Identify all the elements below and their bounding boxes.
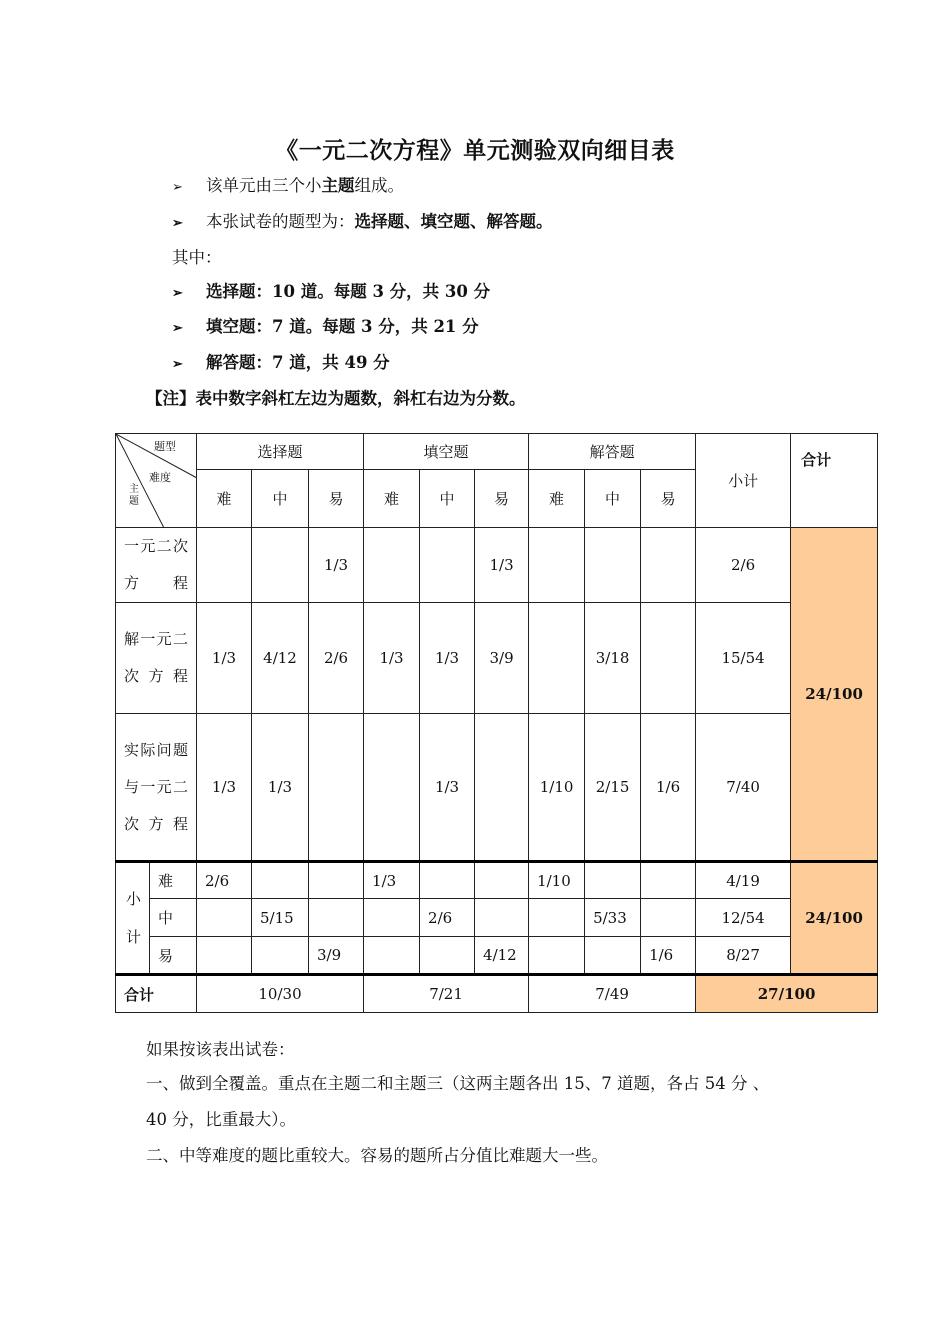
- table-cell: [364, 937, 420, 975]
- table-cell: [641, 862, 696, 899]
- bullet-types: ➢ 本张试卷的题型为：选择题、填空题、解答题。: [172, 210, 553, 236]
- table-cell: 1/10: [529, 714, 585, 862]
- table-row: [116, 899, 878, 937]
- level-header: 难: [364, 470, 420, 528]
- table-cell: [309, 899, 364, 937]
- corner-topic-label: 主题: [129, 484, 139, 507]
- table-row: [116, 714, 878, 862]
- bullet-units: ➢ 该单元由三个小主题组成。: [172, 174, 404, 200]
- table-cell: [529, 528, 585, 603]
- table-cell: 2/6: [420, 899, 475, 937]
- table-cell: 3/9: [475, 603, 529, 714]
- group-total-cell: 7/21: [364, 975, 529, 1013]
- level-header: 易: [641, 470, 696, 528]
- table-cell: [252, 937, 309, 975]
- table-cell: [529, 937, 585, 975]
- page-title: 《一元二次方程》单元测验双向细目表: [275, 138, 675, 164]
- table-row: [116, 603, 878, 714]
- level-label: 中: [150, 899, 197, 937]
- level-header: 易: [309, 470, 364, 528]
- group-total-cell: 7/49: [529, 975, 696, 1013]
- topic-total-cell: 24/100: [791, 528, 878, 862]
- table-cell: 2/6: [309, 603, 364, 714]
- table-cell: [585, 937, 641, 975]
- level-header: 难: [529, 470, 585, 528]
- conclusion-point-1-cont: 40 分，比重最大）。: [146, 1110, 296, 1129]
- spec-table: [115, 433, 878, 1013]
- table-cell: 1/3: [364, 603, 420, 714]
- table-cell: 1/3: [420, 714, 475, 862]
- table-cell: [252, 862, 309, 899]
- table-cell: 1/6: [641, 714, 696, 862]
- subtotal-row-label: 小计: [116, 862, 150, 975]
- table-cell: 1/3: [364, 862, 420, 899]
- table-cell: [585, 862, 641, 899]
- table-cell: [420, 937, 475, 975]
- table-cell: [252, 528, 309, 603]
- arrow-bullet-icon: ➢: [172, 286, 183, 301]
- table-cell: 1/3: [475, 528, 529, 603]
- arrow-bullet-icon: ➢: [172, 321, 183, 336]
- group-total-cell: 10/30: [197, 975, 364, 1013]
- level-header: 易: [475, 470, 529, 528]
- subtotal-cell: 7/40: [696, 714, 791, 862]
- table-cell: [475, 899, 529, 937]
- arrow-bullet-icon: ➢: [172, 216, 183, 231]
- table-cell: [197, 528, 252, 603]
- group-header-answer: 解答题: [529, 434, 696, 470]
- table-cell: [364, 714, 420, 862]
- topic-cell: 一元二次方程: [116, 528, 197, 603]
- table-row: [116, 528, 878, 603]
- table-cell: 4/12: [475, 937, 529, 975]
- table-cell: 5/15: [252, 899, 309, 937]
- corner-difficulty-label: 难度: [149, 471, 171, 484]
- table-cell: [529, 899, 585, 937]
- type-answer: ➢ 解答题：7 道，共 49 分: [172, 351, 390, 377]
- table-cell: 1/10: [529, 862, 585, 899]
- table-cell: [641, 603, 696, 714]
- table-cell: 1/3: [252, 714, 309, 862]
- subtotal-cell: 2/6: [696, 528, 791, 603]
- table-cell: [420, 528, 475, 603]
- total-row-label: 合计: [116, 975, 197, 1013]
- arrow-bullet-icon: ➢: [172, 180, 183, 195]
- conclusion-point-2: 二、中等难度的题比重较大。容易的题所占分值比难题大一些。: [146, 1146, 608, 1165]
- table-cell: 5/33: [585, 899, 641, 937]
- table-row: [116, 862, 878, 899]
- table-cell: [641, 528, 696, 603]
- table-cell: 2/6: [197, 862, 252, 899]
- subtotal-header: 小计: [696, 434, 791, 528]
- level-label: 易: [150, 937, 197, 975]
- corner-header: [116, 434, 197, 528]
- table-cell: 1/3: [309, 528, 364, 603]
- level-header: 中: [420, 470, 475, 528]
- table-cell: [197, 937, 252, 975]
- conclusion-intro: 如果按该表出试卷：: [146, 1040, 295, 1059]
- arrow-bullet-icon: ➢: [172, 357, 183, 372]
- level-header: 难: [197, 470, 252, 528]
- group-header-choice: 选择题: [197, 434, 364, 470]
- table-cell: 2/15: [585, 714, 641, 862]
- table-cell: [585, 528, 641, 603]
- level-label: 难: [150, 862, 197, 899]
- topic-cell: 解一元二次方程: [116, 603, 197, 714]
- table-cell: [364, 528, 420, 603]
- table-row: [116, 937, 878, 975]
- subtotal-cell: 15/54: [696, 603, 791, 714]
- table-cell: 4/12: [252, 603, 309, 714]
- table-cell: [475, 714, 529, 862]
- grand-total-cell: 27/100: [696, 975, 878, 1013]
- subtotal-cell: 12/54: [696, 899, 791, 937]
- total-header: 合计: [791, 434, 878, 528]
- subtotal-cell: 4/19: [696, 862, 791, 899]
- type-choice: ➢ 选择题：10 道。每题 3 分，共 30 分: [172, 280, 490, 306]
- total-row: [116, 975, 878, 1013]
- table-cell: [197, 899, 252, 937]
- topic-cell: 实际问题与一元二次方程: [116, 714, 197, 862]
- conclusion-point-1: 一、做到全覆盖。重点在主题二和主题三（这两主题各出 15、7 道题，各占 54 分 、: [146, 1074, 770, 1093]
- type-fill: ➢ 填空题：7 道。每题 3 分，共 21 分: [172, 315, 479, 341]
- table-cell: 1/3: [197, 714, 252, 862]
- level-header: 中: [252, 470, 309, 528]
- table-cell: [420, 862, 475, 899]
- table-cell: [309, 714, 364, 862]
- table-cell: [364, 899, 420, 937]
- table-cell: [475, 862, 529, 899]
- table-cell: [309, 862, 364, 899]
- corner-type-label: 题型: [154, 440, 176, 453]
- table-cell: 1/3: [420, 603, 475, 714]
- level-header: 中: [585, 470, 641, 528]
- level-total-cell: 24/100: [791, 862, 878, 975]
- table-cell: 1/3: [197, 603, 252, 714]
- table-cell: 3/9: [309, 937, 364, 975]
- table-cell: 3/18: [585, 603, 641, 714]
- among-label: 其中：: [172, 248, 222, 267]
- table-cell: 1/6: [641, 937, 696, 975]
- table-cell: [641, 899, 696, 937]
- subtotal-cell: 8/27: [696, 937, 791, 975]
- table-cell: [529, 603, 585, 714]
- group-header-fill: 填空题: [364, 434, 529, 470]
- table-note: 【注】表中数字斜杠左边为题数，斜杠右边为分数。: [146, 389, 526, 408]
